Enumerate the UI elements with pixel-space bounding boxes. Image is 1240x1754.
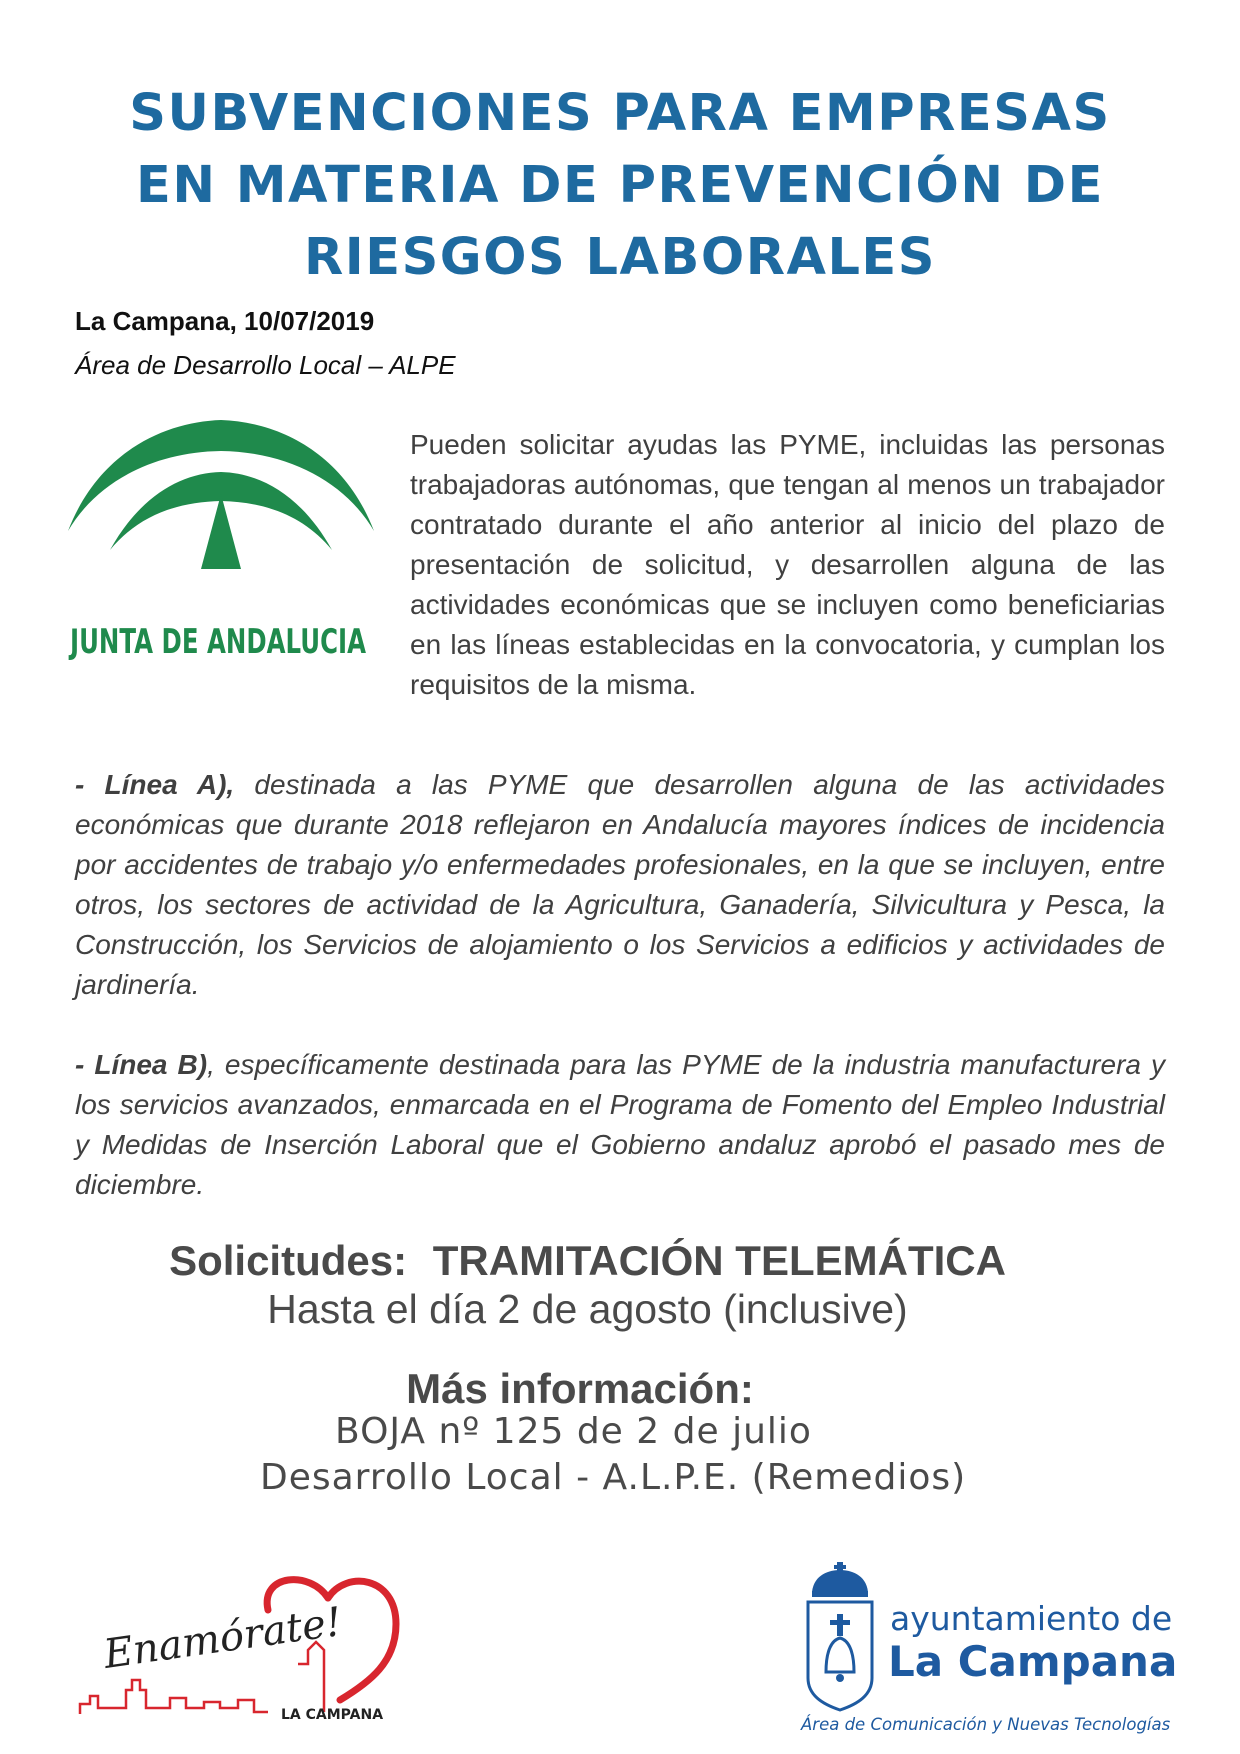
title-line-3: RIESGOS LABORALES bbox=[303, 228, 937, 287]
junta-logo-text: JUNTA DE ANDALUCIA bbox=[68, 622, 367, 662]
boja-reference: BOJA nº 125 de 2 de julio bbox=[335, 1411, 812, 1452]
deadline-line: Hasta el día 2 de agosto (inclusive) bbox=[267, 1286, 908, 1332]
ayto-line-2: La Campana bbox=[888, 1637, 1178, 1686]
ayuntamiento-la-campana-logo bbox=[800, 1560, 1178, 1735]
linea-a-paragraph bbox=[75, 765, 1165, 1005]
intro-text: Pueden solicitar ayudas las PYME, incluidas las personas trabajadoras autónomas, que tengan al menos un trabajador contratado durante el año anterior al inicio del plazo de presentación de solicitud, y desarrollen alguna de las actividades económicas que se incluyen como beneficiarias en las líneas establecidas en la convocatoria, y cumplan los requisitos de la misma. bbox=[410, 429, 1165, 700]
page-title bbox=[60, 78, 1180, 294]
solicitudes-label: Solicitudes: bbox=[169, 1237, 408, 1284]
ayto-line-1: ayuntamiento de bbox=[890, 1599, 1173, 1638]
linea-b-text: , específicamente destinada para las PYME de la industria manufacturera y los servicios avanzados, enmarcada en el Programa de Fomento del Empleo Industrial y Medidas de Inserción Laboral que el Gobierno andaluz aprobó el pasado mes de diciembre. bbox=[75, 1049, 1166, 1200]
enamorate-script: Enamórate! bbox=[100, 1599, 345, 1678]
contact-line: Desarrollo Local - A.L.P.E. (Remedios) bbox=[260, 1457, 967, 1498]
solicitudes-line bbox=[0, 1237, 1175, 1285]
title-line-2: EN MATERIA DE PREVENCIÓN DE bbox=[136, 156, 1104, 215]
enamorate-la-campana-logo bbox=[78, 1572, 428, 1727]
dateline: La Campana, 10/07/2019 bbox=[75, 306, 375, 336]
linea-b-label: - Línea B) bbox=[75, 1049, 208, 1080]
ayto-line-3: Área de Comunicación y Nuevas Tecnologías bbox=[801, 1715, 1171, 1734]
enamorate-caption: LA CAMPANA bbox=[281, 1707, 384, 1723]
intro-paragraph bbox=[75, 425, 1165, 710]
more-info-heading: Más información: bbox=[406, 1365, 754, 1412]
linea-a-label: - Línea A), bbox=[75, 769, 235, 800]
department-line: Área de Desarrollo Local – ALPE bbox=[75, 350, 456, 380]
title-line-1: SUBVENCIONES PARA EMPRESAS bbox=[129, 84, 1111, 143]
linea-a-text: destinada a las PYME que desarrollen alguna de las actividades económicas que durante 2018 reflejaron en Andalucía mayores índices de incidencia por accidentes de trabajo y/o enfermedades profesionales, en la que se incluyen, entre otros, los sectores de actividad de la Agricultura, Ganadería, Silvicultura y Pesca, la Construcción, los Servicios de alojamiento o los Servicios a edificios y actividades de jardinería. bbox=[75, 769, 1165, 1000]
solicitudes-value: TRAMITACIÓN TELEMÁTICA bbox=[432, 1237, 1006, 1284]
linea-b-paragraph bbox=[75, 1045, 1165, 1205]
lines-section bbox=[75, 765, 1165, 1205]
